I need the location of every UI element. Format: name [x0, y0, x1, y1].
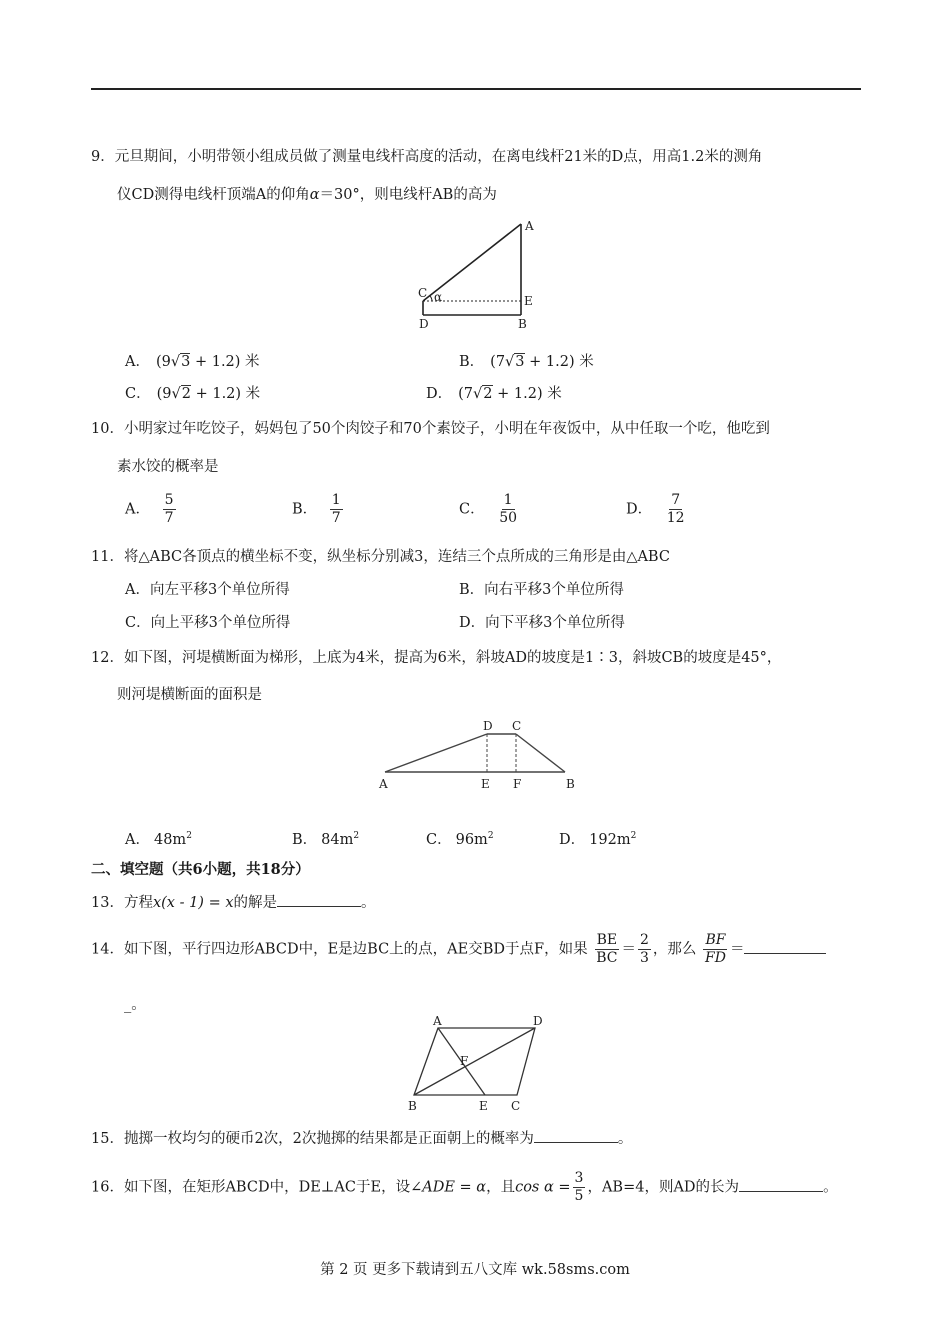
q12-label-e: E: [481, 777, 490, 791]
fraction-denominator: 12: [666, 510, 685, 526]
q9-angle-value: ＝30°: [319, 187, 360, 203]
fraction-denominator: 7: [331, 510, 341, 526]
q11-text-line1: 11．将△ABC各顶点的横坐标不变，纵坐标分别减3，连结三个点所成的三角形是由△ABC: [91, 549, 670, 565]
q12-option-a-value: 48m: [153, 831, 187, 848]
q12-option-b[interactable]: [292, 826, 359, 850]
q9-option-d-pre: (7: [458, 386, 474, 402]
q9-option-b-label: B．: [459, 354, 485, 370]
q9-line2-post: ，则电线杆AB的高为: [359, 187, 497, 203]
q9-option-b[interactable]: B． (7√3 + 1.2) 米: [459, 354, 594, 370]
q12-label-b: B: [566, 777, 575, 791]
q9-label-c: C: [418, 286, 428, 300]
q12-option-d-value: 192m: [589, 831, 631, 848]
q16-text: [91, 1170, 838, 1205]
q16-cos: cos α =: [515, 1179, 571, 1196]
q13-answer-blank[interactable]: [277, 892, 361, 907]
q15-pre: 15．抛掷一枚均匀的硬币2次，2次抛掷的结果都是正面朝上的概率为: [91, 1131, 534, 1147]
q9-option-b-pre: (7: [490, 354, 506, 370]
q14-label-f: F: [460, 1054, 469, 1068]
q13-equation: x(x - 1) = x: [152, 895, 234, 911]
q9-option-d[interactable]: D． (7√2 + 1.2) 米: [426, 386, 562, 402]
fraction-denominator: 5: [574, 1188, 584, 1204]
q9-text-line2: [117, 185, 497, 205]
q12-text-line1: 12．如下图，河堤横断面为梯形，上底为4米，提高为6米，斜坡AD的坡度是1∶3，斜坡CB的坡度是45°，: [91, 650, 782, 666]
q14-mid: ，那么: [652, 941, 697, 958]
q14-label-d: D: [533, 1014, 543, 1028]
q14-label-a: A: [433, 1014, 442, 1028]
q16-fraction: [573, 1170, 586, 1205]
header-rule: [91, 88, 861, 90]
q10-option-a-fraction: [163, 492, 176, 527]
q16-angle: ∠ADE = α: [410, 1179, 487, 1196]
q13-end: 。: [361, 895, 376, 911]
q9-option-c-post: + 1.2) 米: [190, 386, 261, 402]
q12-option-d-label: D．: [559, 831, 586, 848]
q9-option-d-post: + 1.2) 米: [492, 386, 562, 402]
q12-option-c-value: 96m: [455, 831, 488, 848]
page-footer: 第 2 页 更多下载请到五八文库 wk.58sms.com: [320, 1262, 630, 1278]
q11-option-c[interactable]: C．向上平移3个单位所得: [125, 615, 291, 631]
q9-option-a-pre: (9: [155, 354, 171, 370]
q12-option-d[interactable]: [559, 826, 636, 850]
q14-text-line2: _。: [124, 997, 146, 1013]
fraction-numerator: 5: [164, 492, 174, 508]
q11-option-d[interactable]: D．向下平移3个单位所得: [459, 615, 625, 631]
q12-option-a[interactable]: [125, 826, 192, 850]
q10-option-d-label: D．: [626, 501, 653, 518]
q9-figure: [410, 215, 540, 333]
q9-option-a-label: A．: [125, 354, 150, 370]
fraction-numerator: 7: [671, 492, 681, 508]
q9-option-b-post: + 1.2) 米: [524, 354, 594, 370]
q14-equals-1: ＝: [621, 941, 636, 958]
q10-option-c[interactable]: [459, 492, 521, 527]
q12-option-a-label: A．: [125, 831, 150, 848]
fraction-denominator: 7: [164, 510, 174, 526]
q14-label-e: E: [479, 1099, 488, 1113]
q9-text-line1: 9．元旦期间，小明带领小组成员做了测量电线杆高度的活动，在离电线杆21米的D点，用高1.2米的测角: [91, 149, 763, 165]
q9-option-a-post: + 1.2) 米: [190, 354, 260, 370]
q9-option-c[interactable]: C． (9√2 + 1.2) 米: [125, 386, 261, 402]
q12-text-line2: 则河堤横断面的面积是: [117, 687, 262, 703]
q16-post: ，AB=4，则AD的长为: [587, 1179, 740, 1196]
q16-end: 。: [823, 1179, 838, 1196]
fraction-numerator: BE: [596, 932, 618, 948]
q10-option-d-fraction: [665, 492, 687, 527]
fraction-denominator: BC: [596, 950, 618, 966]
q10-option-a-label: A．: [125, 501, 150, 518]
q13-post: 的解是: [233, 895, 278, 911]
q9-label-b: B: [518, 317, 527, 331]
q13-pre: 13．方程: [91, 895, 153, 911]
q9-option-a[interactable]: A． (9√3 + 1.2) 米: [125, 354, 260, 370]
q10-option-b-label: B．: [292, 501, 318, 518]
q14-pre: 14．如下图，平行四边形ABCD中，E是边BC上的点，AE交BD于点F，如果: [91, 941, 588, 958]
q12-option-c[interactable]: [426, 826, 494, 850]
fraction-denominator: 3: [639, 950, 649, 966]
q10-option-b-fraction: [330, 492, 343, 527]
q9-option-a-radicand: 3: [181, 354, 191, 370]
q9-line2-pre: 仪CD测得电线杆顶端A的仰角: [117, 187, 310, 203]
q14-label-b: B: [408, 1099, 417, 1113]
q14-answer-blank[interactable]: [744, 939, 826, 954]
q14-fraction-bf-fd: [703, 932, 728, 967]
q14-text: [91, 932, 826, 967]
q10-text-line2: 素水饺的概率是: [117, 459, 219, 475]
q12-option-a-sup: 2: [186, 831, 192, 841]
q9-label-e: E: [524, 294, 533, 308]
q14-label-c: C: [511, 1099, 521, 1113]
q12-option-c-sup: 2: [487, 831, 494, 841]
q16-pre: 16．如下图，在矩形ABCD中，DE⊥AC于E，设: [91, 1179, 411, 1196]
q12-label-f: F: [513, 777, 522, 791]
q12-option-b-value: 84m: [321, 831, 354, 848]
q12-label-c: C: [512, 719, 522, 733]
q10-option-b[interactable]: [292, 492, 345, 527]
q12-figure: [375, 717, 580, 792]
section-heading: 二、填空题（共6小题，共18分）: [91, 861, 310, 878]
q15-text: [91, 1128, 632, 1149]
q9-option-c-radicand: 2: [181, 386, 191, 402]
q14-equals-2: ＝: [729, 941, 745, 958]
q14-fraction-2-3: [638, 932, 651, 967]
q16-mid: ，且: [486, 1179, 516, 1196]
q9-alpha: α: [309, 187, 320, 203]
q12-option-c-label: C．: [426, 831, 452, 848]
q11-option-a[interactable]: A．向左平移3个单位所得: [125, 582, 290, 598]
fraction-numerator: 1: [331, 492, 341, 508]
q12-option-b-sup: 2: [353, 831, 360, 841]
q15-end: 。: [617, 1131, 633, 1147]
q9-option-d-radicand: 2: [483, 386, 493, 402]
fraction-numerator: 1: [503, 492, 513, 508]
fraction-numerator: 3: [574, 1170, 584, 1186]
q14-fraction-be-bc: [594, 932, 619, 967]
q15-answer-blank[interactable]: [534, 1128, 618, 1143]
q10-option-a[interactable]: [125, 492, 178, 527]
fraction-numerator: BF: [705, 932, 726, 948]
q9-label-d: D: [419, 317, 429, 331]
q9-option-b-radicand: 3: [515, 354, 525, 370]
q11-option-b[interactable]: B．向右平移3个单位所得: [459, 582, 624, 598]
q9-option-d-label: D．: [426, 386, 453, 402]
q14-figure: [405, 1014, 550, 1115]
q9-label-alpha: α: [434, 290, 443, 304]
q9-option-c-pre: (9: [156, 386, 172, 402]
q16-answer-blank[interactable]: [739, 1177, 823, 1192]
q13-text: [91, 892, 376, 913]
fraction-numerator: 2: [639, 932, 649, 948]
q9-option-c-label: C．: [125, 386, 151, 402]
q12-label-d: D: [483, 719, 493, 733]
q12-option-b-label: B．: [292, 831, 318, 848]
fraction-denominator: FD: [704, 950, 726, 966]
q10-text-line1: 10．小明家过年吃饺子，妈妈包了50个肉饺子和70个素饺子，小明在年夜饭中，从中任取一个吃，他吃到: [91, 421, 770, 437]
q10-option-c-label: C．: [459, 501, 485, 518]
q12-label-a: A: [379, 777, 388, 791]
q9-label-a: A: [525, 219, 534, 233]
q12-option-d-sup: 2: [630, 831, 637, 841]
fraction-denominator: 50: [499, 510, 518, 526]
q10-option-d[interactable]: [626, 492, 689, 527]
q10-option-c-fraction: [497, 492, 519, 527]
